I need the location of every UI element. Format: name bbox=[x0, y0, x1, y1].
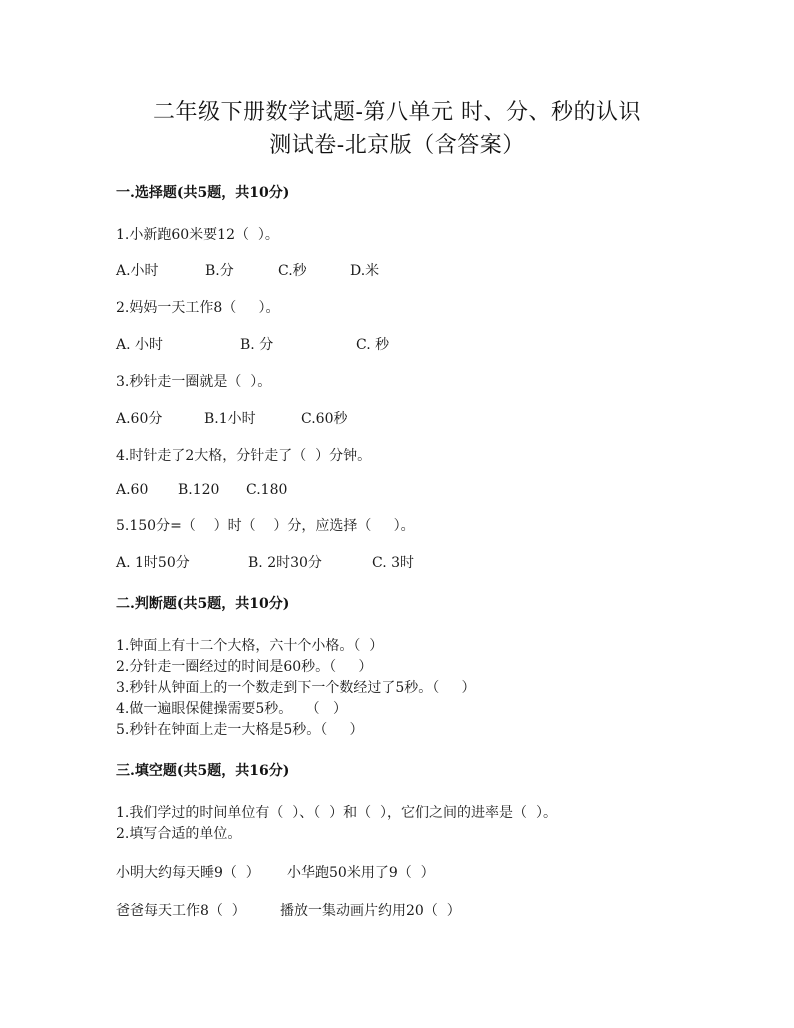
question-1-2-option-c: C. 秒 bbox=[356, 337, 390, 353]
question-1-5-option-b: B. 2时30分 bbox=[248, 555, 322, 571]
fill-blank-item-2: 2.填写合适的单位。 bbox=[116, 826, 242, 842]
document-title-line-1: 二年级下册数学试题-第八单元 时、分、秒的认识 bbox=[153, 100, 641, 125]
true-false-item-2: 2.分针走一圈经过的时间是60秒。（ ） bbox=[116, 659, 373, 675]
section-1-heading: 一.选择题(共5题，共10分) bbox=[116, 185, 290, 201]
question-1-3: 3.秒针走一圈就是（ ）。 bbox=[116, 374, 272, 390]
question-1-1: 1.小新跑60米要12（ ）。 bbox=[116, 227, 279, 243]
fill-blank-sub-3: 爸爸每天工作8（ ） bbox=[116, 903, 246, 919]
question-1-4-option-b: B.120 bbox=[178, 482, 220, 498]
fill-blank-sub-2: 小华跑50米用了9（ ） bbox=[287, 865, 435, 881]
question-1-5-option-c: C. 3时 bbox=[372, 555, 415, 571]
question-1-4: 4.时针走了2大格，分针走了（ ）分钟。 bbox=[116, 448, 372, 464]
true-false-item-4: 4.做一遍眼保健操需要5秒。 （ ） bbox=[116, 701, 347, 717]
question-1-5: 5.150分=（ ）时（ ）分，应选择（ ）。 bbox=[116, 518, 415, 534]
section-3-heading: 三.填空题(共5题，共16分) bbox=[116, 763, 290, 779]
question-1-3-option-b: B.1小时 bbox=[204, 411, 256, 427]
question-1-1-option-c: C.秒 bbox=[278, 263, 307, 279]
fill-blank-item-1: 1.我们学过的时间单位有（ ）、（ ）和（ ），它们之间的进率是（ ）。 bbox=[116, 805, 557, 821]
question-1-2-option-a: A. 小时 bbox=[116, 337, 164, 353]
document-title-line-2: 测试卷-北京版（含答案） bbox=[269, 133, 525, 158]
question-1-5-option-a: A. 1时50分 bbox=[116, 555, 190, 571]
question-1-2: 2.妈妈一天工作8（ ）。 bbox=[116, 300, 280, 316]
true-false-item-3: 3.秒针从钟面上的一个数走到下一个数经过了5秒。（ ） bbox=[116, 680, 476, 696]
question-1-4-option-a: A.60 bbox=[116, 482, 149, 498]
question-1-1-option-a: A.小时 bbox=[116, 263, 159, 279]
fill-blank-sub-4: 播放一集动画片约用20（ ） bbox=[280, 903, 461, 919]
question-1-1-option-b: B.分 bbox=[205, 263, 234, 279]
true-false-item-1: 1.钟面上有十二个大格，六十个小格。（ ） bbox=[116, 638, 384, 654]
question-1-3-option-a: A.60分 bbox=[116, 411, 163, 427]
question-1-3-option-c: C.60秒 bbox=[301, 411, 348, 427]
question-1-4-option-c: C.180 bbox=[246, 482, 288, 498]
question-1-2-option-b: B. 分 bbox=[240, 337, 274, 353]
section-2-heading: 二.判断题(共5题，共10分) bbox=[116, 596, 290, 612]
question-1-1-option-d: D.米 bbox=[350, 263, 380, 279]
true-false-item-5: 5.秒针在钟面上走一大格是5秒。（ ） bbox=[116, 722, 364, 738]
fill-blank-sub-1: 小明大约每天睡9（ ） bbox=[116, 865, 260, 881]
